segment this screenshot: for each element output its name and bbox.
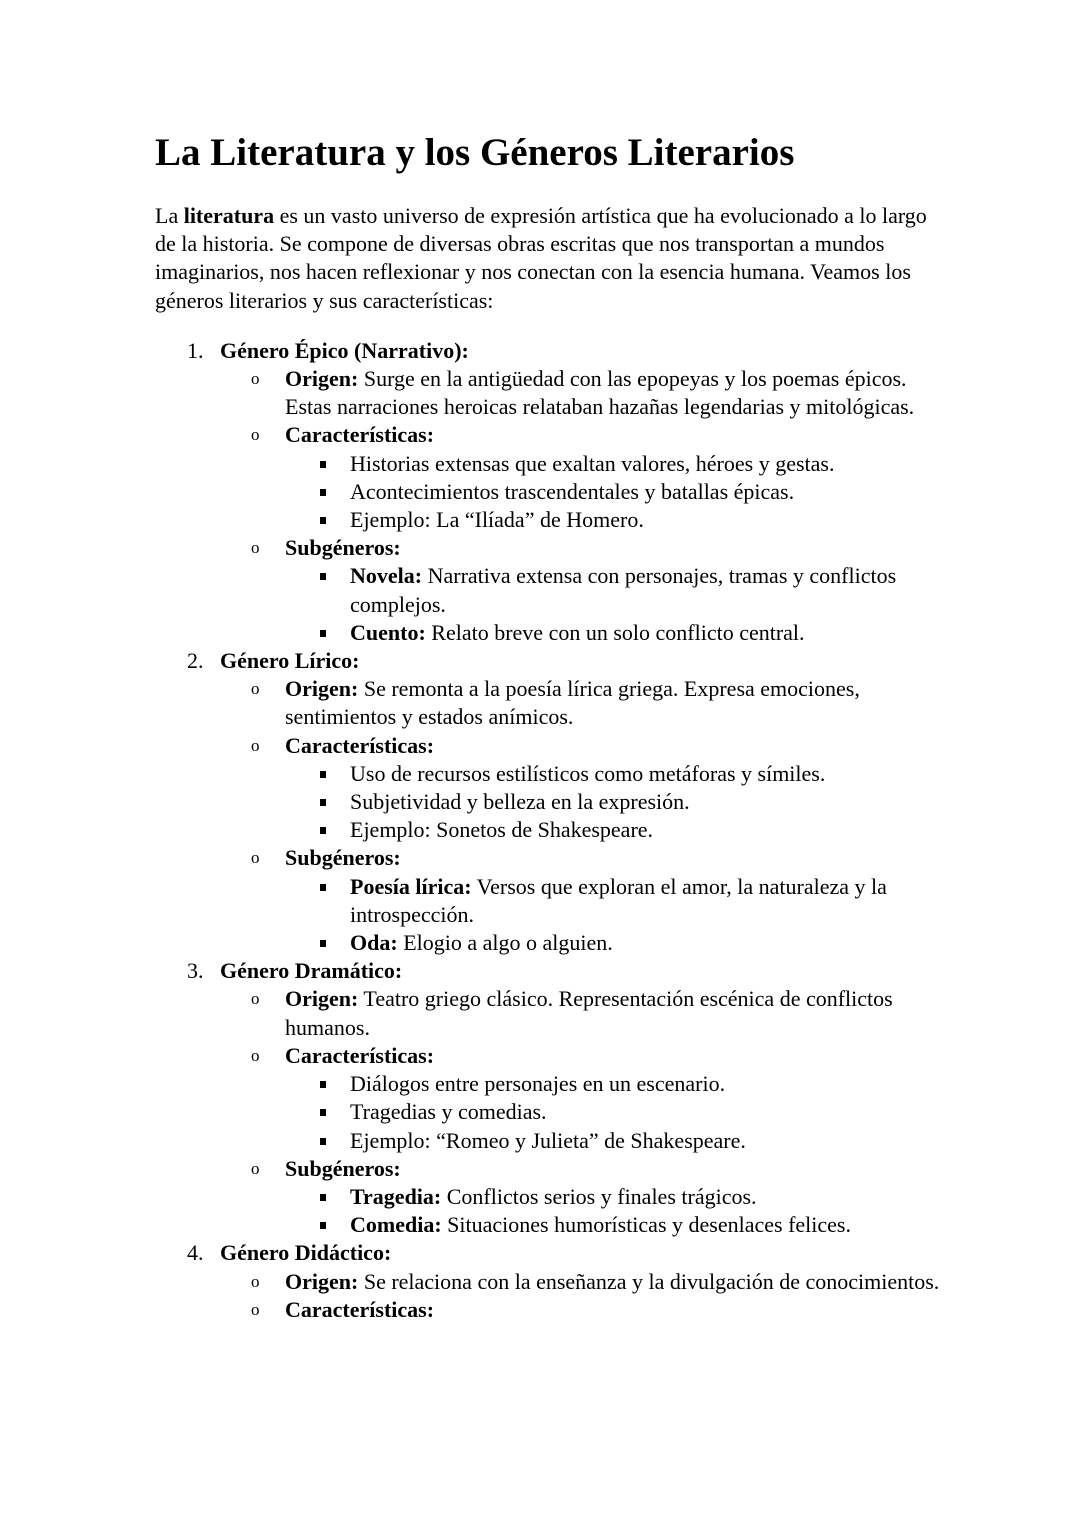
genre-item	[155, 647, 945, 957]
circle-bullet-icon: o	[251, 538, 260, 558]
feature-text: Ejemplo: Sonetos de Shakespeare.	[350, 817, 654, 843]
square-bullet-icon	[320, 771, 326, 778]
origin-text: Se relaciona con la enseñanza y la divulgación de conocimientos.	[358, 1268, 940, 1294]
feature-item	[350, 760, 945, 788]
feature-text: Diálogos entre personajes en un escenario.	[350, 1071, 726, 1097]
genre-list	[155, 337, 945, 1324]
square-bullet-icon	[320, 1109, 326, 1116]
features-label: Características:	[285, 1296, 435, 1322]
circle-bullet-icon: o	[251, 425, 260, 445]
subgenre-text: Relato breve con un solo conflicto central.	[425, 619, 805, 645]
feature-text: Ejemplo: La “Ilíada” de Homero.	[350, 507, 644, 533]
feature-text: Historias extensas que exaltan valores, héroes y gestas.	[350, 450, 835, 476]
square-bullet-icon	[320, 1222, 326, 1229]
features-label: Características:	[285, 732, 435, 758]
circle-bullet-icon: o	[251, 1299, 260, 1319]
square-bullet-icon	[320, 940, 326, 947]
square-bullet-icon	[320, 799, 326, 806]
subgenres-label: Subgéneros:	[285, 845, 401, 871]
feature-text: Acontecimientos trascendentales y batallas épicas.	[350, 478, 795, 504]
intro-text-before: La	[155, 203, 184, 228]
page-title: La Literatura y los Géneros Literarios	[155, 131, 795, 174]
subgenre-name: Novela:	[350, 563, 423, 589]
feature-item	[350, 478, 945, 506]
circle-bullet-icon: o	[251, 1271, 260, 1291]
origin-section	[251, 1268, 945, 1296]
subgenre-name: Cuento:	[350, 619, 426, 645]
intro-keyword: literatura	[183, 203, 275, 228]
origin-text: Surge en la antigüedad con las epopeyas y los poemas épicos. Estas narraciones heroicas relataban hazañas legendarias y mitológicas.	[285, 366, 915, 420]
subgenre-item	[350, 619, 945, 647]
origin-label: Origen:	[285, 1268, 359, 1294]
feature-text: Tragedias y comedias.	[350, 1099, 547, 1125]
square-bullet-icon	[320, 573, 326, 580]
genre-item	[155, 957, 945, 1239]
square-bullet-icon	[320, 827, 326, 834]
subgenre-name: Comedia:	[350, 1212, 442, 1238]
feature-item	[350, 450, 945, 478]
features-label: Características:	[285, 422, 435, 448]
subgenre-item	[350, 1183, 945, 1211]
circle-bullet-icon: o	[251, 1158, 260, 1178]
subgenres-section	[251, 844, 945, 957]
feature-item	[350, 1098, 945, 1126]
subgenre-item	[350, 1211, 945, 1239]
feature-text: Ejemplo: “Romeo y Julieta” de Shakespeare.	[350, 1127, 746, 1153]
square-bullet-icon	[320, 1138, 326, 1145]
genre-number: 2.	[187, 648, 204, 674]
square-bullet-icon	[320, 489, 326, 496]
genre-number: 1.	[187, 337, 204, 363]
genre-number: 4.	[187, 1240, 204, 1266]
subgenre-name: Poesía lírica:	[350, 873, 472, 899]
square-bullet-icon	[320, 461, 326, 468]
feature-text: Subjetividad y belleza en la expresión.	[350, 789, 690, 815]
genre-title: Género Épico (Narrativo):	[220, 337, 469, 363]
subgenre-name: Oda:	[350, 930, 398, 956]
feature-item	[350, 816, 945, 844]
subgenre-text: Narrativa extensa con personajes, tramas y conflictos complejos.	[350, 563, 897, 617]
subgenres-section	[251, 534, 945, 647]
subgenre-text: Situaciones humorísticas y desenlaces felices.	[441, 1212, 851, 1238]
feature-text: Uso de recursos estilísticos como metáforas y símiles.	[350, 760, 826, 786]
square-bullet-icon	[320, 1194, 326, 1201]
genre-title: Género Didáctico:	[220, 1240, 392, 1266]
square-bullet-icon	[320, 1081, 326, 1088]
genre-item	[155, 1239, 945, 1324]
origin-section	[251, 985, 945, 1041]
genre-title: Género Dramático:	[220, 958, 403, 984]
feature-item	[350, 506, 945, 534]
circle-bullet-icon: o	[251, 735, 260, 755]
subgenre-text: Conflictos serios y finales trágicos.	[441, 1183, 757, 1209]
circle-bullet-icon: o	[251, 848, 260, 868]
feature-item	[350, 1070, 945, 1098]
square-bullet-icon	[320, 630, 326, 637]
subgenres-section	[251, 1155, 945, 1240]
intro-paragraph	[155, 202, 935, 315]
subgenres-label: Subgéneros:	[285, 1155, 401, 1181]
subgenres-label: Subgéneros:	[285, 535, 401, 561]
circle-bullet-icon: o	[251, 1045, 260, 1065]
subgenre-text: Versos que exploran el amor, la naturaleza y la introspección.	[350, 873, 887, 927]
origin-section	[251, 675, 945, 731]
feature-item	[350, 1127, 945, 1155]
features-section	[251, 732, 945, 845]
circle-bullet-icon: o	[251, 679, 260, 699]
circle-bullet-icon: o	[251, 369, 260, 389]
features-section	[251, 1042, 945, 1155]
subgenre-name: Tragedia:	[350, 1183, 442, 1209]
origin-section	[251, 365, 945, 421]
genre-title: Género Lírico:	[220, 648, 360, 674]
circle-bullet-icon: o	[251, 989, 260, 1009]
subgenre-item	[350, 929, 945, 957]
features-section	[251, 1296, 945, 1324]
features-section	[251, 421, 945, 534]
square-bullet-icon	[320, 517, 326, 524]
genre-item	[155, 337, 945, 647]
features-label: Características:	[285, 1042, 435, 1068]
subgenre-text: Elogio a algo o alguien.	[397, 930, 613, 956]
document-page	[155, 128, 945, 1324]
origin-text: Se remonta a la poesía lírica griega. Expresa emociones, sentimientos y estados anímicos.	[285, 676, 860, 730]
origin-label: Origen:	[285, 986, 359, 1012]
genre-number: 3.	[187, 958, 204, 984]
origin-label: Origen:	[285, 676, 359, 702]
subgenre-item	[350, 873, 945, 929]
origin-label: Origen:	[285, 366, 359, 392]
feature-item	[350, 788, 945, 816]
subgenre-item	[350, 562, 945, 618]
square-bullet-icon	[320, 884, 326, 891]
origin-text: Teatro griego clásico. Representación escénica de conflictos humanos.	[285, 986, 893, 1040]
intro-text-after: es un vasto universo de expresión artística que ha evolucionado a lo largo de la historia. Se compone de diversas obras escritas que nos transportan a mundos imaginarios, nos hacen reflexionar y nos conectan con la esencia humana. Veamos los géneros literarios y sus características:	[155, 203, 927, 313]
